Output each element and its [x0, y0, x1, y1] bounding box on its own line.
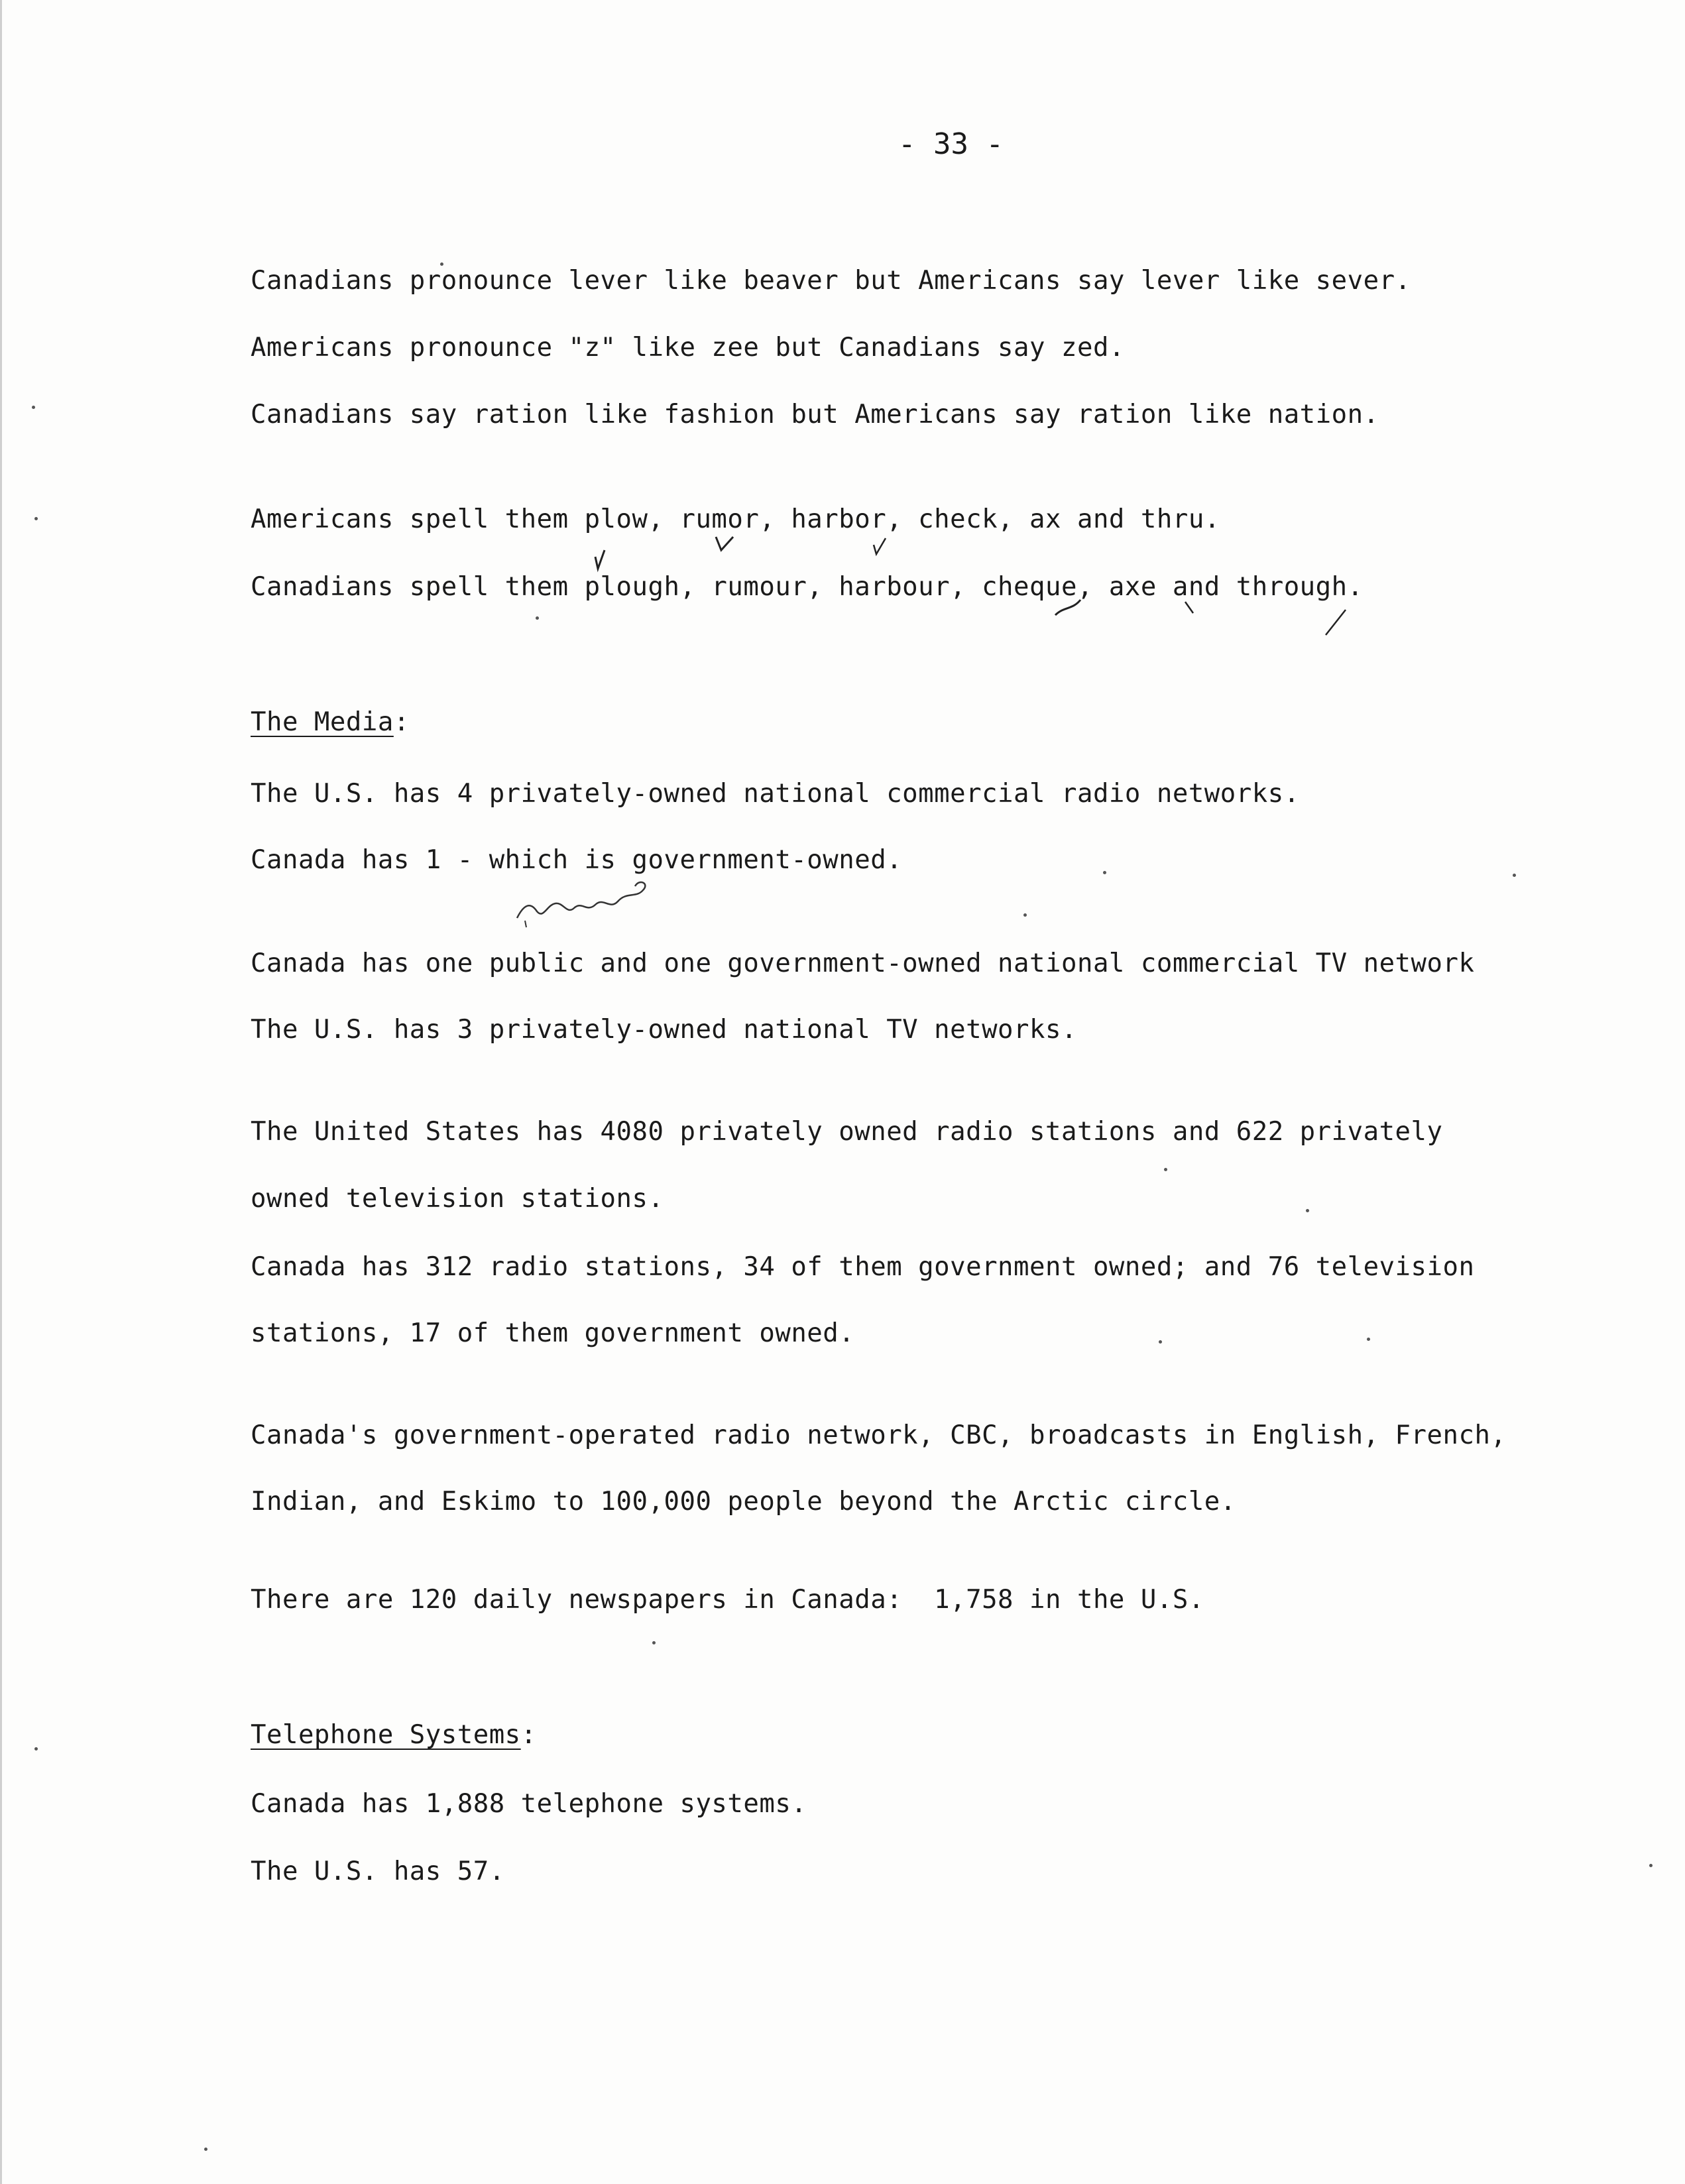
scan-speck	[1513, 874, 1516, 877]
telephone-heading-text: Telephone Systems	[251, 1720, 521, 1750]
media-heading-text: The Media	[251, 707, 394, 737]
pronunciation-line-3: Canadians say ration like fashion but Americans say ration like nation.	[251, 400, 1379, 430]
scan-speck	[440, 262, 443, 266]
media-line-6: owned television stations.	[251, 1184, 664, 1214]
media-line-9: Canada's government-operated radio network, CBC, broadcasts in English, French,	[251, 1420, 1507, 1450]
media-line-7: Canada has 312 radio stations, 34 of them government owned; and 76 television	[251, 1252, 1475, 1282]
scan-speck	[1159, 1340, 1162, 1344]
scan-speck	[1164, 1168, 1167, 1171]
scan-speck	[204, 2148, 207, 2151]
telephone-heading-colon: :	[520, 1720, 537, 1750]
telephone-line-2: The U.S. has 57.	[251, 1857, 505, 1886]
scan-speck	[1367, 1338, 1370, 1341]
media-line-4: The U.S. has 3 privately-owned national TV networks.	[251, 1015, 1077, 1045]
handwritten-private-annotation	[510, 878, 663, 931]
media-line-8: stations, 17 of them government owned.	[251, 1318, 855, 1348]
spelling-line-canadian: Canadians spell them plough, rumour, harbour, cheque, axe and through.	[251, 572, 1364, 602]
scan-speck	[652, 1641, 656, 1644]
media-heading	[251, 707, 410, 738]
scan-speck	[536, 616, 539, 620]
pronunciation-line-2: Americans pronounce "z" like zee but Canadians say zed.	[251, 333, 1125, 363]
page-number: - 33 -	[898, 127, 1004, 161]
scan-speck	[1023, 913, 1027, 917]
scan-speck	[1649, 1864, 1653, 1867]
telephone-heading	[251, 1719, 537, 1751]
telephone-line-1: Canada has 1,888 telephone systems.	[251, 1789, 807, 1819]
scan-speck	[1306, 1209, 1309, 1212]
media-line-11: There are 120 daily newspapers in Canada: 1,758 in the U.S.	[251, 1585, 1204, 1615]
handwritten-check-marks	[0, 0, 1685, 663]
scan-speck	[1103, 871, 1106, 874]
scan-speck	[34, 1747, 38, 1751]
spelling-line-american: Americans spell them plow, rumor, harbor, check, ax and thru.	[251, 504, 1220, 534]
media-line-3: Canada has one public and one government-owned national commercial TV network	[251, 948, 1475, 978]
media-line-5: The United States has 4080 privately owned radio stations and 622 privately	[251, 1117, 1443, 1147]
scan-speck	[32, 406, 35, 409]
media-line-2: Canada has 1 - which is government-owned.	[251, 845, 903, 875]
media-line-10: Indian, and Eskimo to 100,000 people beyond the Arctic circle.	[251, 1487, 1236, 1517]
pronunciation-line-1: Canadians pronounce lever like beaver but Americans say lever like sever.	[251, 266, 1411, 296]
media-heading-colon: :	[393, 707, 410, 737]
media-line-1: The U.S. has 4 privately-owned national commercial radio networks.	[251, 779, 1300, 809]
scan-speck	[34, 517, 38, 520]
